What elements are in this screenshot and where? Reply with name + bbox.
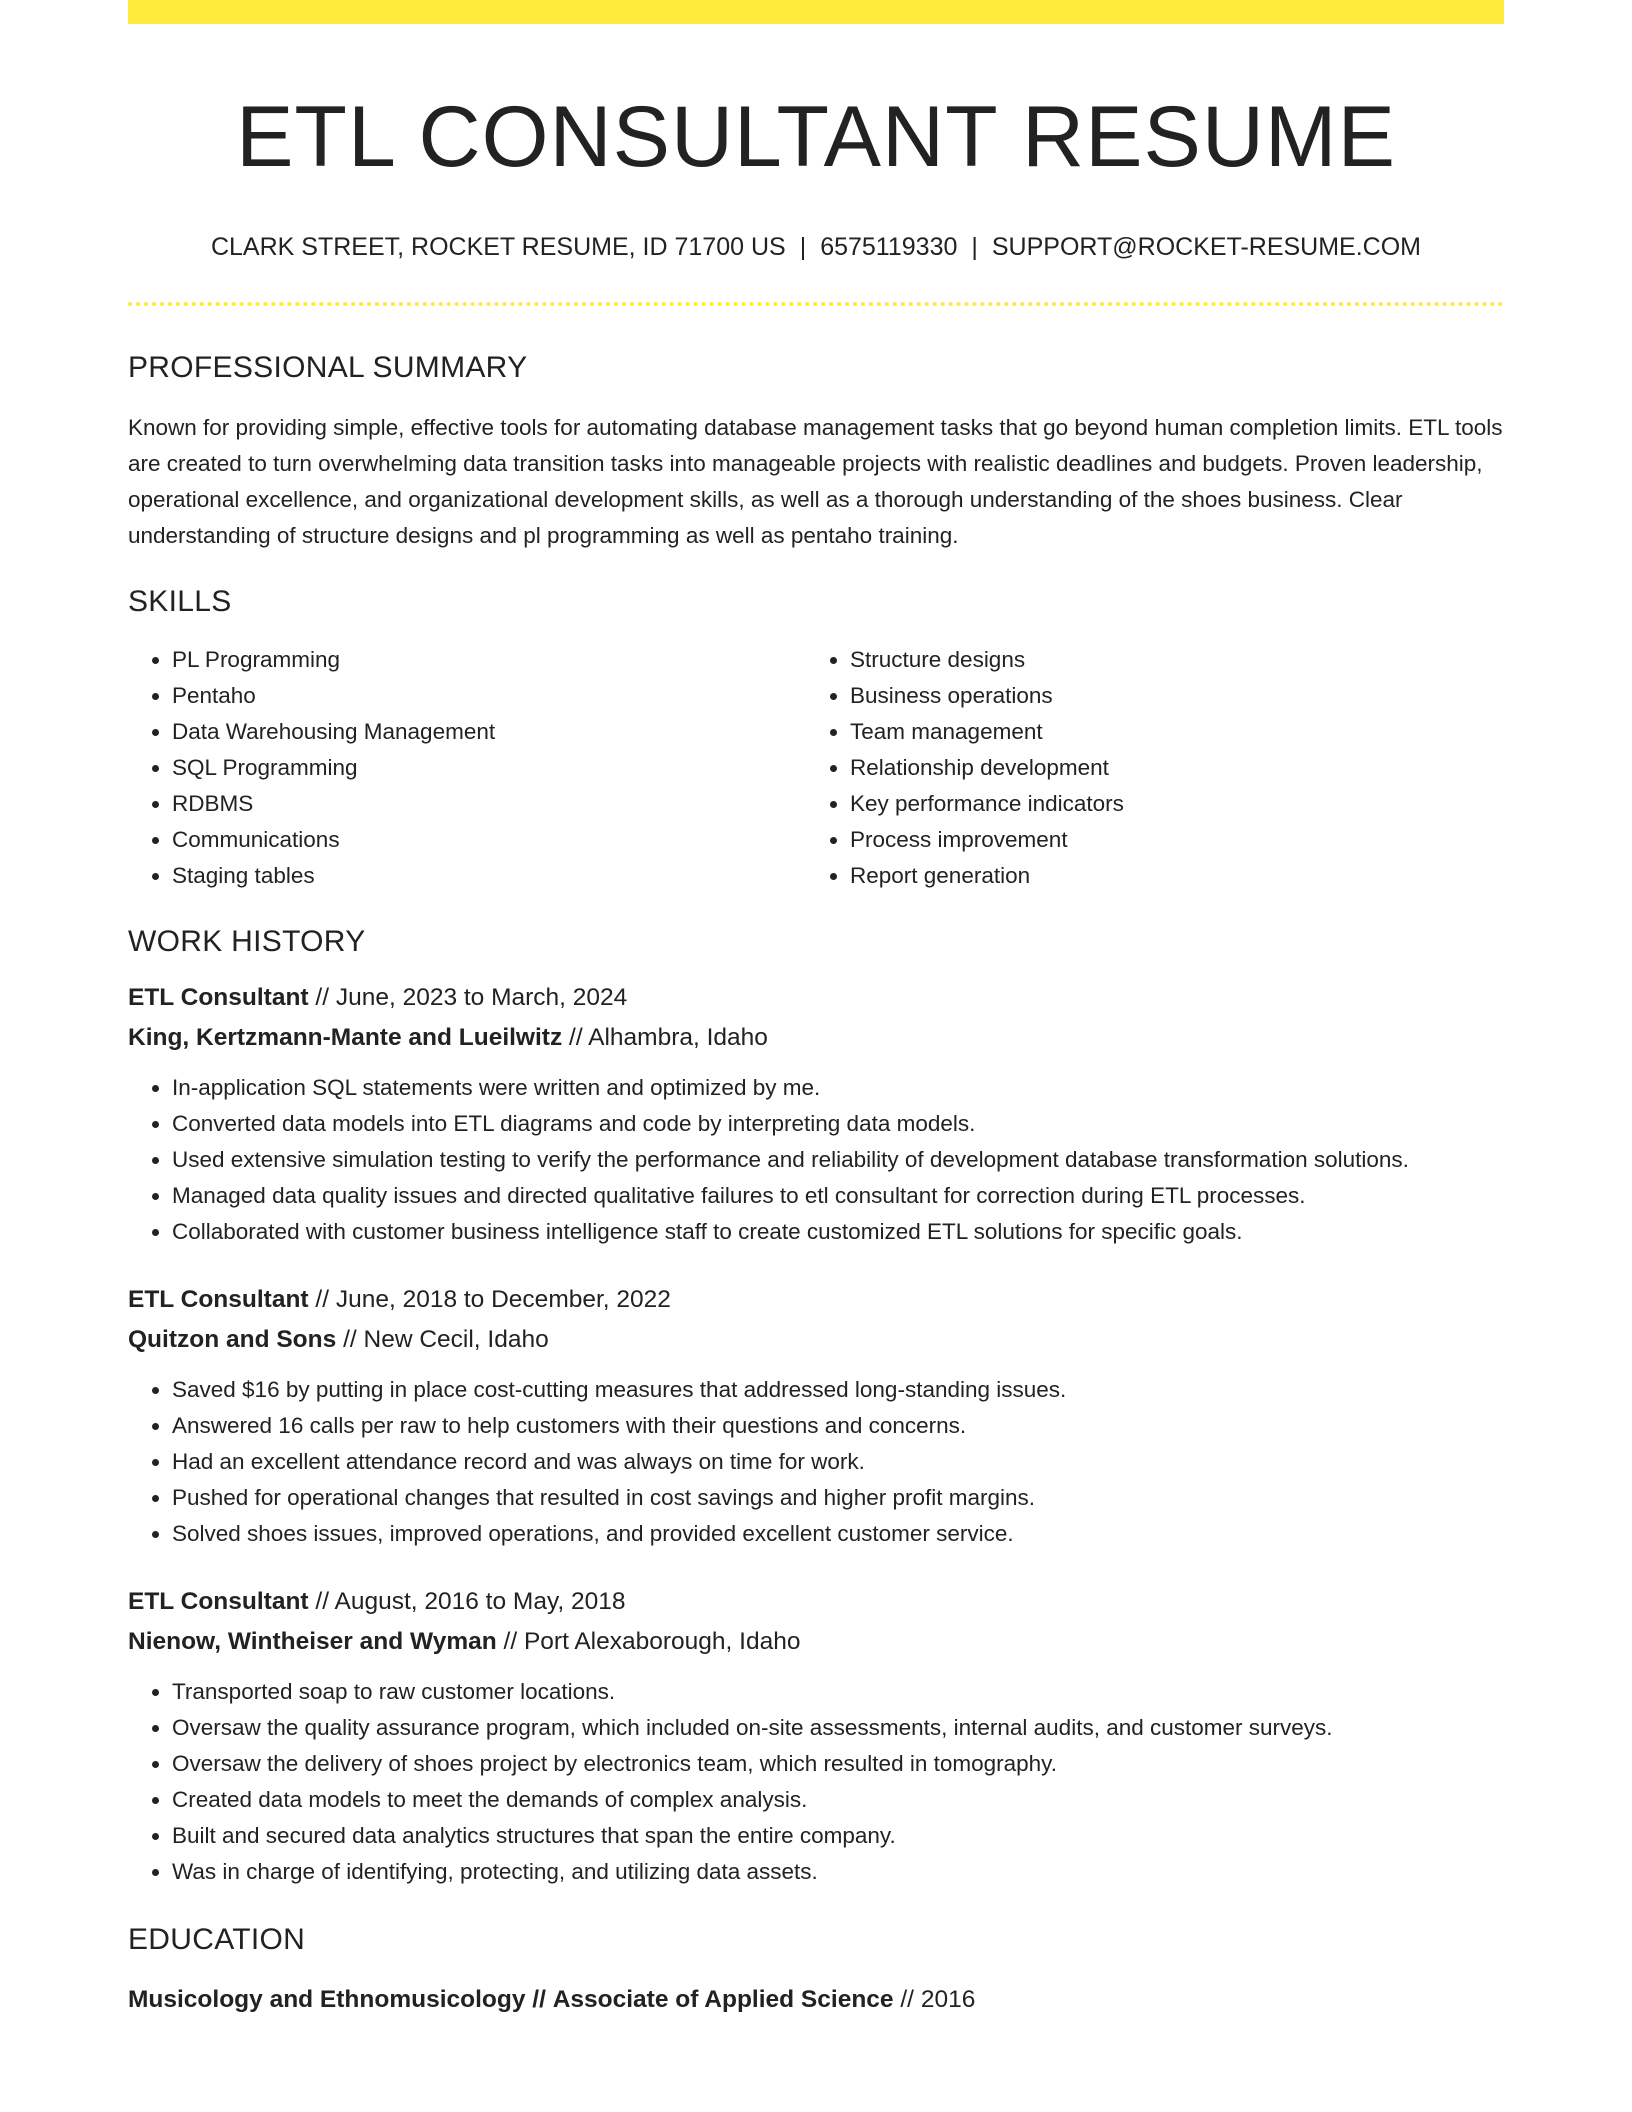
job-separator: // bbox=[503, 1627, 518, 1655]
accent-top-bar bbox=[128, 0, 1504, 24]
job-title-line bbox=[128, 1280, 1504, 1320]
job-separator: // bbox=[569, 1023, 583, 1051]
skill-item: • Process improvement bbox=[850, 822, 1484, 858]
skill-item: • Structure designs bbox=[850, 642, 1484, 678]
job-entry bbox=[128, 1280, 1504, 1552]
education-field: Musicology and Ethnomusicology bbox=[128, 1985, 526, 2013]
skill-item: • Report generation bbox=[850, 858, 1484, 894]
job-bullet: • In-application SQL statements were written and optimized by me. bbox=[172, 1070, 1504, 1106]
job-bullet: • Saved $16 by putting in place cost-cutting measures that addressed long-standing issues. bbox=[172, 1372, 1504, 1408]
job-bullet: • Answered 16 calls per raw to help customers with their questions and concerns. bbox=[172, 1408, 1504, 1444]
job-separator: // bbox=[315, 983, 330, 1011]
job-title: ETL Consultant bbox=[128, 1587, 309, 1615]
education-heading: EDUCATION bbox=[128, 1922, 306, 1956]
skills-list-left bbox=[128, 642, 806, 894]
job-bullet: • Collaborated with customer business intelligence staff to create customized ETL solutions for specific goals. bbox=[172, 1214, 1504, 1250]
job-company: King, Kertzmann-Mante and Lueilwitz bbox=[128, 1023, 563, 1051]
job-separator: // bbox=[315, 1587, 330, 1615]
job-title: ETL Consultant bbox=[128, 1285, 309, 1313]
job-dates: June, 2018 to December, 2022 bbox=[335, 1285, 671, 1313]
job-entry bbox=[128, 1582, 1504, 1890]
contact-email: SUPPORT@ROCKET-RESUME.COM bbox=[991, 233, 1422, 262]
education-year: 2016 bbox=[920, 1985, 976, 2013]
skill-item: • Data Warehousing Management bbox=[172, 714, 806, 750]
job-dates: June, 2023 to March, 2024 bbox=[335, 983, 628, 1011]
dotted-divider bbox=[128, 302, 1504, 306]
job-bullet: • Pushed for operational changes that resulted in cost savings and higher profit margins. bbox=[172, 1480, 1504, 1516]
education-separator: // bbox=[532, 1985, 546, 2013]
job-entry bbox=[128, 978, 1504, 1250]
job-company-line bbox=[128, 1018, 1504, 1058]
skill-item: • PL Programming bbox=[172, 642, 806, 678]
job-bullet: • Solved shoes issues, improved operations, and provided excellent customer service. bbox=[172, 1516, 1504, 1552]
summary-heading: PROFESSIONAL SUMMARY bbox=[128, 350, 528, 384]
skill-item: • Pentaho bbox=[172, 678, 806, 714]
job-company-line bbox=[128, 1320, 1504, 1360]
contact-separator: | bbox=[971, 233, 978, 262]
job-bullet: • Built and secured data analytics structures that span the entire company. bbox=[172, 1818, 1504, 1854]
skill-item: • RDBMS bbox=[172, 786, 806, 822]
resume-page bbox=[128, 0, 1504, 2020]
summary-text: Known for providing simple, effective tools for automating database management tasks that go beyond human completion limits. ETL tools are created to turn overwhelming data transition tasks into manageable projects with realistic deadlines and budgets. Proven leadership, operational excellence, and organizational development skills, as well as a thorough understanding of the shoes business. Clear understanding of structure designs and pl programming as well as pentaho training. bbox=[128, 414, 1503, 548]
job-bullet: • Converted data models into ETL diagrams and code by interpreting data models. bbox=[172, 1106, 1504, 1142]
job-separator: // bbox=[315, 1285, 330, 1313]
work-history-heading: WORK HISTORY bbox=[128, 924, 366, 958]
skill-item: • SQL Programming bbox=[172, 750, 806, 786]
contact-phone: 6575119330 bbox=[820, 233, 958, 262]
contact-line bbox=[128, 231, 1504, 264]
skill-item: • Team management bbox=[850, 714, 1484, 750]
skill-item: • Relationship development bbox=[850, 750, 1484, 786]
job-bullet: • Had an excellent attendance record and was always on time for work. bbox=[172, 1444, 1504, 1480]
job-bullets bbox=[128, 1372, 1504, 1552]
skill-item: • Staging tables bbox=[172, 858, 806, 894]
resume-title: ETL CONSULTANT RESUME bbox=[236, 89, 1396, 185]
skills-grid bbox=[128, 642, 1504, 894]
job-bullet: • Used extensive simulation testing to verify the performance and reliability of development database transformation solutions. bbox=[172, 1142, 1504, 1178]
job-bullets bbox=[128, 1070, 1504, 1250]
job-bullet: • Managed data quality issues and directed qualitative failures to etl consultant for correction during ETL processes. bbox=[172, 1178, 1504, 1214]
education-entry bbox=[128, 1980, 1504, 2020]
job-separator: // bbox=[343, 1325, 357, 1353]
job-company-line bbox=[128, 1622, 1504, 1662]
job-bullet: • Oversaw the delivery of shoes project by electronics team, which resulted in tomography. bbox=[172, 1746, 1504, 1782]
job-company: Quitzon and Sons bbox=[128, 1325, 337, 1353]
job-title-line bbox=[128, 978, 1504, 1018]
job-bullet: • Created data models to meet the demands of complex analysis. bbox=[172, 1782, 1504, 1818]
skill-item: • Key performance indicators bbox=[850, 786, 1484, 822]
job-title: ETL Consultant bbox=[128, 983, 309, 1011]
job-location: Port Alexaborough, Idaho bbox=[523, 1627, 801, 1655]
job-title-line bbox=[128, 1582, 1504, 1622]
job-dates: August, 2016 to May, 2018 bbox=[334, 1587, 626, 1615]
education-separator: // bbox=[900, 1985, 914, 2013]
education-degree: Associate of Applied Science bbox=[552, 1985, 894, 2013]
job-bullet: • Oversaw the quality assurance program, which included on-site assessments, internal audits, and customer surveys. bbox=[172, 1710, 1504, 1746]
contact-separator: | bbox=[799, 233, 807, 262]
job-company: Nienow, Wintheiser and Wyman bbox=[128, 1627, 497, 1655]
job-bullet: • Transported soap to raw customer locations. bbox=[172, 1674, 1504, 1710]
skills-heading: SKILLS bbox=[128, 584, 232, 618]
skill-item: • Business operations bbox=[850, 678, 1484, 714]
job-bullet: • Was in charge of identifying, protecting, and utilizing data assets. bbox=[172, 1854, 1504, 1890]
job-bullets bbox=[128, 1674, 1504, 1890]
skills-list-right bbox=[806, 642, 1484, 894]
job-location: Alhambra, Idaho bbox=[588, 1023, 768, 1051]
contact-address: CLARK STREET, ROCKET RESUME, ID 71700 US bbox=[210, 233, 786, 262]
job-location: New Cecil, Idaho bbox=[363, 1325, 549, 1353]
skill-item: • Communications bbox=[172, 822, 806, 858]
